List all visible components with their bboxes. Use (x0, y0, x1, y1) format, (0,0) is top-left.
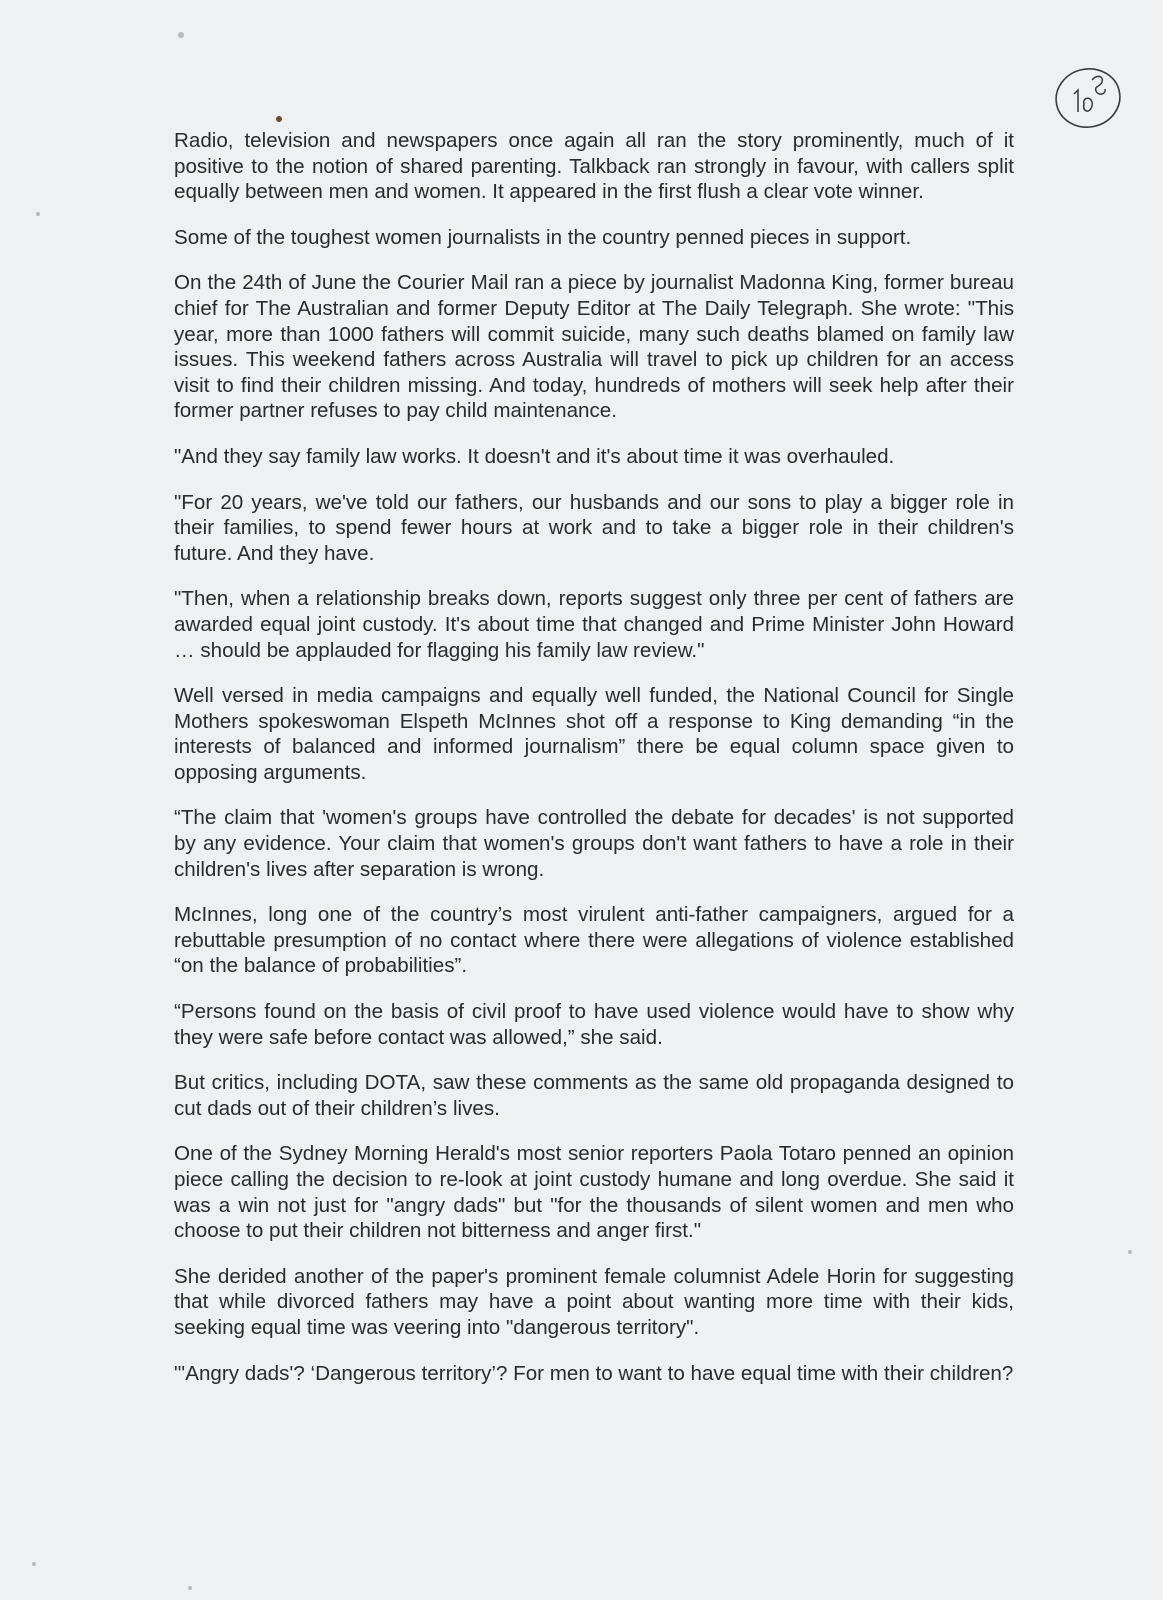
scan-speck (188, 1586, 192, 1590)
paragraph: But critics, including DOTA, saw these comments as the same old propaganda designed to cut dads out of their children’s lives. (174, 1071, 1014, 1120)
paragraph: "And they say family law works. It doesn't and it's about time it was overhauled. (174, 444, 895, 468)
handwritten-page-number (1052, 60, 1128, 130)
scan-speck (1128, 1250, 1132, 1254)
paragraph: Radio, television and newspapers once again all ran the story prominently, much of it positive to the notion of shared parenting. Talkback ran strongly in favour, with callers split equally between men and women. It appeared in the first flush a clear vote winner. (174, 129, 1014, 204)
scan-speck (36, 212, 40, 216)
paragraph: "'Angry dads'? ‘Dangerous territory’? For men to want to have equal time with their children? (174, 1361, 1014, 1385)
paragraph: She derided another of the paper's prominent female columnist Adele Horin for suggesting that while divorced fathers may have a point about wanting more time with their kids, seeking equal time was veering into "dangerous territory". (174, 1264, 1014, 1339)
paragraph: "For 20 years, we've told our fathers, our husbands and our sons to play a bigger role in their families, to spend fewer hours at work and to take a bigger role in their children's future. And they have. (174, 490, 1014, 565)
paragraph: "Then, when a relationship breaks down, reports suggest only three per cent of fathers are awarded equal joint custody. It's about time that changed and Prime Minister John Howard … should be applauded for flagging his family law review." (174, 587, 1014, 662)
scan-speck (32, 1562, 36, 1566)
paragraph: “The claim that 'women's groups have controlled the debate for decades' is not supported by any evidence. Your claim that women's groups don't want fathers to have a role in their children's lives after separation is wrong. (174, 806, 1014, 881)
paragraph: Some of the toughest women journalists in the country penned pieces in support. (174, 225, 912, 249)
paragraph: On the 24th of June the Courier Mail ran a piece by journalist Madonna King, former bureau chief for The Australian and former Deputy Editor at The Daily Telegraph. She wrote: "This year, more than 1000 fathers will commit suicide, many such deaths blamed on family law issues. This weekend fathers across Australia will travel to pick up children for an access visit to find their children missing. And today, hundreds of mothers will seek help after their former partner refuses to pay child maintenance. (174, 271, 1014, 423)
article-body (174, 128, 1014, 1406)
ink-dot (276, 116, 282, 122)
scan-speck (178, 32, 184, 38)
circled-number-icon (1052, 60, 1128, 130)
paragraph: McInnes, long one of the country’s most virulent anti-father campaigners, argued for a rebuttable presumption of no contact where there were allegations of violence established “on the balance of probabilities”. (174, 903, 1014, 978)
paragraph: One of the Sydney Morning Herald's most senior reporters Paola Totaro penned an opinion piece calling the decision to re-look at joint custody humane and long overdue. She said it was a win not just for "angry dads" but "for the thousands of silent women and men who choose to put their children not bitterness and anger first." (174, 1142, 1014, 1243)
paragraph: “Persons found on the basis of civil proof to have used violence would have to show why they were safe before contact was allowed,” she said. (174, 1000, 1014, 1049)
paragraph: Well versed in media campaigns and equally well funded, the National Council for Single Mothers spokeswoman Elspeth McInnes shot off a response to King demanding “in the interests of balanced and informed journalism” there be equal column space given to opposing arguments. (174, 684, 1014, 784)
